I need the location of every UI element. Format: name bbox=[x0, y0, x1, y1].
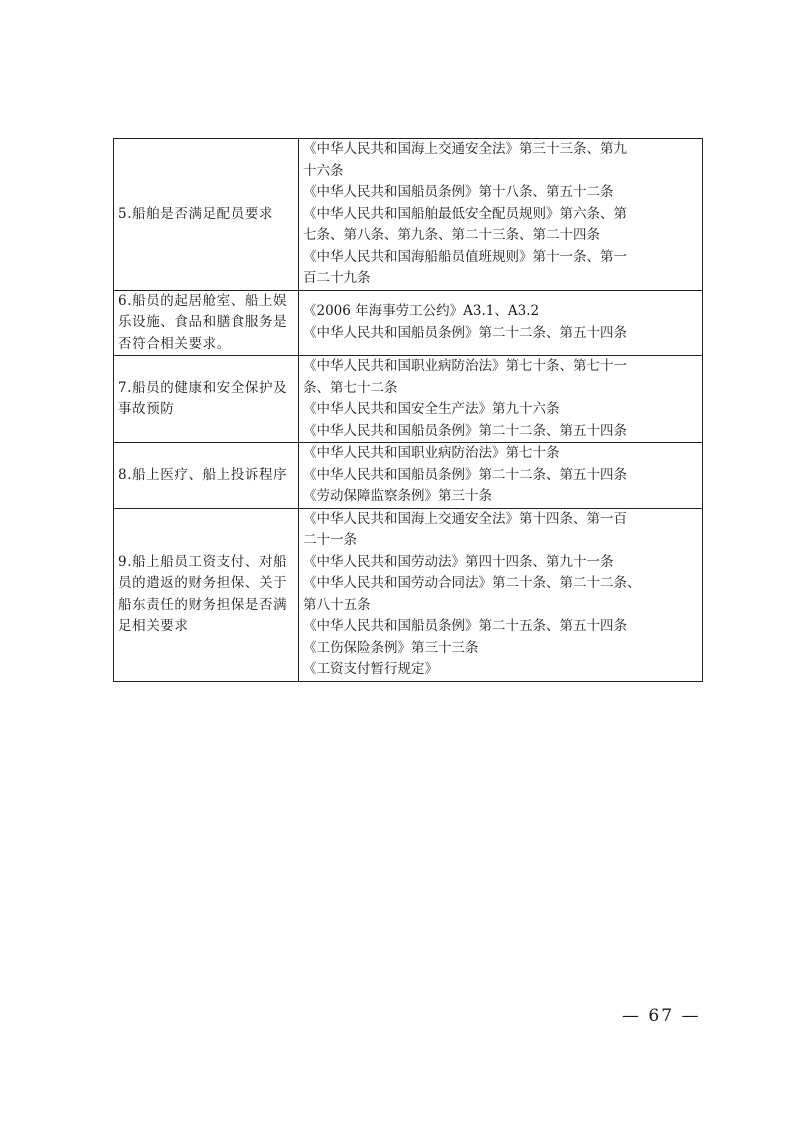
law-line: 《2006 年海事劳工公约》A3.1、A3.2 bbox=[303, 303, 540, 320]
law-line: 《中华人民共和国船员条例》第二十二条、第五十四条 bbox=[303, 324, 627, 341]
law-line: 《中华人民共和国船员条例》第二十二条、第五十四条 bbox=[303, 422, 627, 439]
law-line: 百二十九条 bbox=[303, 270, 371, 286]
law-line: 《工资支付暂行规定》 bbox=[303, 661, 438, 677]
law-line: 《中华人民共和国船员条例》第十八条、第五十二条 bbox=[303, 184, 614, 200]
law-line: 二十一条 bbox=[303, 532, 357, 548]
law-line: 《中华人民共和国职业病防治法》第七十条 bbox=[303, 445, 560, 461]
law-line: 《中华人民共和国安全生产法》第九十六条 bbox=[303, 401, 560, 417]
inspection-item-cell: 8.船上医疗、船上投诉程序 bbox=[114, 443, 299, 509]
legal-basis-cell bbox=[299, 443, 703, 509]
law-line: 《中华人民共和国海上交通安全法》第十四条、第一百 bbox=[303, 510, 627, 527]
law-line: 《中华人民共和国海上交通安全法》第三十三条、第九 bbox=[303, 141, 627, 157]
table-row bbox=[114, 290, 703, 356]
page-number: — 67 — bbox=[622, 1006, 701, 1026]
law-line: 条、第七十二条 bbox=[303, 379, 398, 396]
regulation-table-body bbox=[114, 139, 703, 682]
law-line: 七条、第八条、第九条、第二十三条、第二十四条 bbox=[303, 227, 600, 243]
law-line: 《中华人民共和国船员条例》第二十二条、第五十四条 bbox=[303, 466, 627, 483]
inspection-item-cell: 5.船舶是否满足配员要求 bbox=[114, 139, 299, 291]
law-line: 第八十五条 bbox=[303, 596, 371, 613]
law-line: 《中华人民共和国职业病防治法》第七十条、第七十一 bbox=[303, 358, 627, 374]
inspection-item-cell: 6.船员的起居舱室、船上娱乐设施、食品和膳食服务是否符合相关要求。 bbox=[114, 290, 299, 356]
table-row bbox=[114, 508, 703, 681]
law-line: 《中华人民共和国劳动法》第四十四条、第九十一条 bbox=[303, 553, 614, 570]
law-line: 《劳动保障监察条例》第三十条 bbox=[303, 488, 492, 504]
legal-basis-cell bbox=[299, 290, 703, 356]
law-line: 《中华人民共和国船舶最低安全配员规则》第六条、第 bbox=[303, 205, 627, 222]
law-line: 《工伤保险条例》第三十三条 bbox=[303, 639, 479, 656]
regulation-table bbox=[113, 138, 703, 682]
table-row bbox=[114, 356, 703, 443]
table-row bbox=[114, 139, 703, 291]
legal-basis-cell bbox=[299, 508, 703, 681]
legal-basis-cell bbox=[299, 356, 703, 443]
inspection-item-cell: 9.船上船员工资支付、对船员的遣返的财务担保、关于船东责任的财务担保是否满足相关要求 bbox=[114, 508, 299, 681]
legal-basis-cell bbox=[299, 139, 703, 291]
inspection-item-cell: 7.船员的健康和安全保护及事故预防 bbox=[114, 356, 299, 443]
law-line: 十六条 bbox=[303, 162, 344, 179]
law-line: 《中华人民共和国船员条例》第二十五条、第五十四条 bbox=[303, 618, 627, 634]
law-line: 《中华人民共和国劳动合同法》第二十条、第二十二条、 bbox=[303, 575, 641, 591]
law-line: 《中华人民共和国海船船员值班规则》第十一条、第一 bbox=[303, 248, 627, 265]
table-row bbox=[114, 443, 703, 509]
